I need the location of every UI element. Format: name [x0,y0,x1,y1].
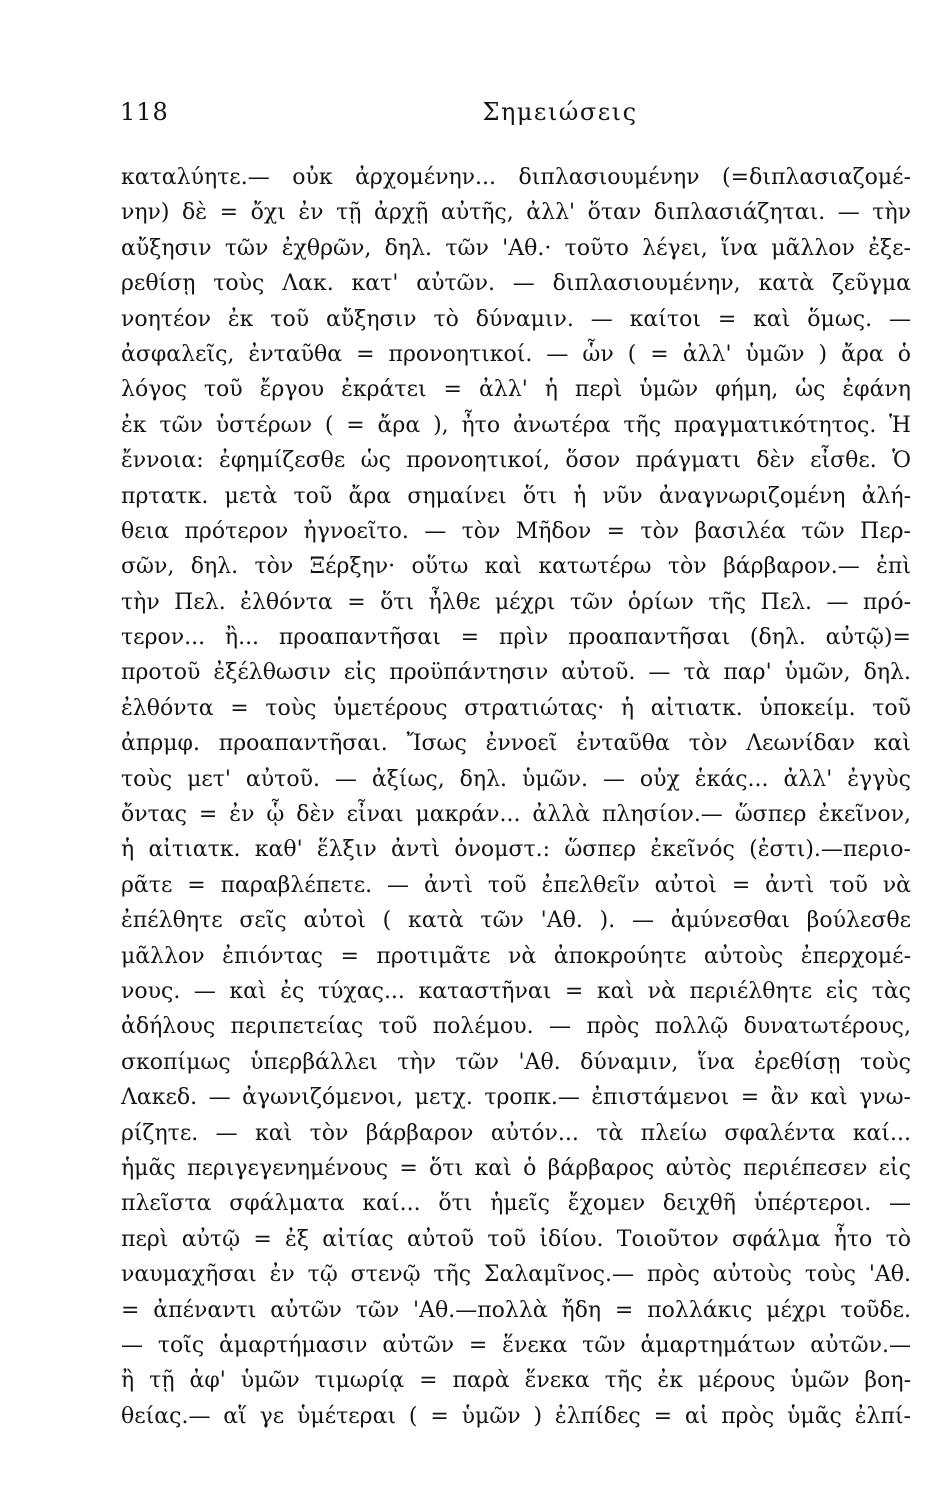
text-line: καταλύητε.— οὐκ ἀρχομένην... διπλασιουμένην (=διπλασιαζομέ- [121,165,911,190]
text-line: περὶ αὐτῷ = ἐξ αἰτίας αὐτοῦ τοῦ ἰδίου. Τοιοῦτον σφάλμα ἦτο τὸ [121,1226,911,1252]
text-line: ἐκ τῶν ὑστέρων ( = ἄρα ), ἦτο ἀνωτέρα τῆς πραγματικότητος. Ἡ [121,412,911,438]
text-line: ἡμᾶς περιγεγενημένους = ὅτι καὶ ὁ βάρβαρος αὐτὸς περιέπεσεν εἰς [121,1155,911,1181]
text-line: νοητέον ἐκ τοῦ αὔξησιν τὸ δύναμιν. — καίτοι = καὶ ὅμως. — [121,306,911,332]
text-line: ἀπρμφ. προαπαντῆσαι. Ἴσως ἐννοεῖ ἐνταῦθα τὸν Λεωνίδαν καὶ [121,731,911,757]
text-line: ρίζητε. — καὶ τὸν βάρβαρον αὐτόν... τὰ πλείω σφαλέντα καί... [121,1120,911,1146]
text-line: ἀδήλους περιπετείας τοῦ πολέμου. — πρὸς πολλῷ δυνατωτέρους, [121,1014,911,1040]
text-line: ναυμαχῆσαι ἐν τῷ στενῷ τῆς Σαλαμῖνος.— πρὸς αὐτοὺς τοὺς 'Αθ. [121,1262,911,1288]
text-line: τερον... ἢ... προαπαντῆσαι = πρὶν προαπαντῆσαι (δηλ. αὐτῷ)= [121,625,911,651]
text-line: σκοπίμως ὑπερβάλλει τὴν τῶν 'Αθ. δύναμιν, ἵνα ἐρεθίσῃ τοὺς [121,1049,911,1075]
text-line: ἐλθόντα = τοὺς ὑμετέρους στρατιώτας· ἡ αἰτιατκ. ὑποκείμ. τοῦ [121,695,911,721]
text-line: Λακεδ. — ἀγωνιζόμενοι, μετχ. τροπκ.— ἐπιστάμενοι = ἂν καὶ γνω- [121,1085,911,1111]
text-line: ἔννοια: ἐφημίζεσθε ὡς προνοητικοί, ὅσον πράγματι δὲν εἶσθε. Ὁ [121,448,911,474]
page-number: 118 [120,98,169,126]
text-line: θεια πρότερον ἠγνοεῖτο. — τὸν Μῆδον = τὸν βασιλέα τῶν Περ- [121,518,911,544]
text-line: ἡ αἰτιατκ. καθ' ἕλξιν ἀντὶ ὀνομστ.: ὥσπερ ἐκεῖνός (ἐστι).—περιο- [121,837,911,863]
text-line: θείας.— αἵ γε ὑμέτεραι ( = ὑμῶν ) ἐλπίδες = αἱ πρὸς ὑμᾶς ἐλπί- [121,1403,911,1429]
text-line: ρᾶτε = παραβλέπετε. — ἀντὶ τοῦ ἐπελθεῖν αὐτοὶ = ἀντὶ τοῦ νὰ [121,872,911,898]
text-line: ὄντας = ἐν ᾧ δὲν εἶναι μακράν... ἀλλὰ πλησίον.— ὥσπερ ἐκεῖνον, [121,802,911,828]
text-line: αὔξησιν τῶν ἐχθρῶν, δηλ. τῶν 'Αθ.· τοῦτο λέγει, ἵνα μᾶλλον ἐξε- [121,235,911,261]
text-line: σῶν, δηλ. τὸν Ξέρξην· οὕτω καὶ κατωτέρω τὸν βάρβαρον.— ἐπὶ [121,554,911,580]
text-line: ἢ τῇ ἀφ' ὑμῶν τιμωρίᾳ = παρὰ ἕνεκα τῆς ἐκ μέρους ὑμῶν βοη- [121,1368,911,1394]
text-line: λόγος τοῦ ἔργου ἐκράτει = ἀλλ' ἡ περὶ ὑμῶν φήμη, ὡς ἐφάνη [121,377,911,403]
text-line: πρτατκ. μετὰ τοῦ ἄρα σημαίνει ὅτι ἡ νῦν ἀναγνωριζομένη ἀλή- [121,483,911,509]
text-line: πλεῖστα σφάλματα καί... ὅτι ἡμεῖς ἔχομεν δειχθῆ ὑπέρτεροι. — [121,1191,911,1217]
text-line: προτοῦ ἐξέλθωσιν εἰς προϋπάντησιν αὐτοῦ. — τὰ παρ' ὑμῶν, δηλ. [121,660,911,686]
text-line: νους. — καὶ ἐς τύχας... καταστῆναι = καὶ νὰ περιέλθητε εἰς τὰς [121,978,911,1004]
text-line: νην) δὲ = ὄχι ἐν τῇ ἀρχῇ αὐτῆς, ἀλλ' ὅταν διπλασιάζηται. — τὴν [121,200,911,226]
text-line: τὴν Πελ. ἐλθόντα = ὅτι ἦλθε μέχρι τῶν ὁρίων τῆς Πελ. — πρό- [121,589,911,615]
notes-body [121,160,911,1434]
text-line: — τοῖς ἁμαρτήμασιν αὐτῶν = ἕνεκα τῶν ἁμαρτημάτων αὐτῶν.— [121,1332,911,1358]
page-header [120,98,910,134]
text-line: τοὺς μετ' αὐτοῦ. — ἀξίως, δηλ. ὑμῶν. — οὐχ ἑκάς... ἀλλ' ἐγγὺς [121,766,911,792]
text-line: ἐπέλθητε σεῖς αὐτοὶ ( κατὰ τῶν 'Αθ. ). — ἀμύνεσθαι βούλεσθε [121,908,911,934]
text-line: ρεθίσῃ τοὺς Λακ. κατ' αὐτῶν. — διπλασιουμένην, κατὰ ζεῦγμα [121,271,911,297]
text-line: μᾶλλον ἐπιόντας = προτιμᾶτε νὰ ἀποκρούητε αὐτοὺς ἐπερχομέ- [121,943,911,969]
text-line: = ἀπέναντι αὐτῶν τῶν 'Αθ.—πολλὰ ἤδη = πολλάκις μέχρι τοῦδε. [121,1297,911,1323]
text-line: ἀσφαλεῖς, ἐνταῦθα = προνοητικοί. — ὧν ( = ἀλλ' ὑμῶν ) ἄρα ὁ [121,341,911,367]
running-title: Σημειώσεις [482,98,638,126]
